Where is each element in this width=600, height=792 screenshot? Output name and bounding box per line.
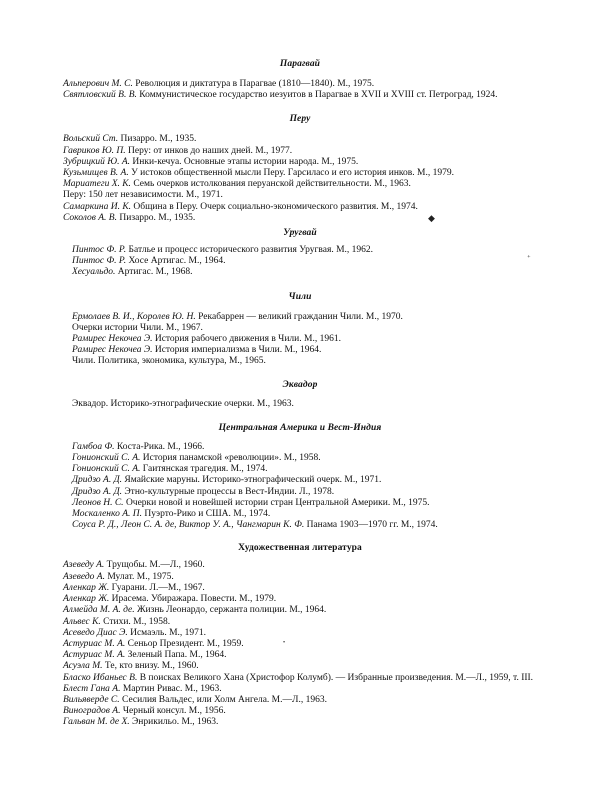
section-title-peru: Перу <box>289 114 311 125</box>
bib-entry: Альперович М. С. Революция и диктатура в Парагвае (1810—1840). М., 1975. <box>63 79 375 89</box>
bib-entry: Чили. Политика, экономика, культура, М., 1965. <box>72 356 266 367</box>
bib-entry: Астуриас М. А. Сеньор Президент. М., 1959. <box>63 638 244 649</box>
bib-entry: Хесуальдо. Артигас. М., 1968. <box>72 267 193 278</box>
section-title-fiction: Художественная литература <box>238 543 362 554</box>
bib-entry: Мариатеги Х. К. Семь очерков истолкования перуанской действительности. М., 1963. <box>63 179 411 190</box>
bib-entry: Гонионский С. А. История панамской «революции». М., 1958. <box>72 453 321 464</box>
bib-entry: Эквадор. Историко-этнографические очерки. М., 1963. <box>72 398 294 409</box>
bib-entry: Дридзо А. Д. Ямайские маруны. Историко-этнографический очерк. М., 1971. <box>72 475 382 486</box>
section-title-uruguay: Уругвай <box>283 228 317 239</box>
bib-entry: Вольский Ст. Пизарро. М., 1935. <box>63 134 197 145</box>
print-speck: ◆ <box>428 213 435 223</box>
bib-entry: Гальван М. де Х. Энрикильо. М., 1963. <box>63 717 219 728</box>
bib-entry: Азеведо А. Мулат. М., 1975. <box>63 571 174 582</box>
bib-entry: Бласко Ибаньес В. В поисках Великого Хана (Христофор Колумб). — Избранные произведения. М.—Л., 1959, т. III. <box>63 672 534 683</box>
bib-entry: Очерки истории Чили. М., 1967. <box>72 322 203 333</box>
bib-entry: Гамбоа Ф. Коста-Рика. М., 1966. <box>72 441 205 452</box>
bib-entry: Соколов А. В. Пизарро. М., 1935. <box>63 212 196 223</box>
bib-entry: Виноградов А. Черный консул. М., 1956. <box>63 706 226 717</box>
section-uruguay <box>0 245 600 279</box>
bib-entry: Дридзо А. Д. Этно-культурные процессы в Вест-Индии. Л., 1978. <box>72 486 335 497</box>
bib-entry: Асуэла М. Те, кто внизу. М., 1960. <box>63 661 199 672</box>
bib-entry: Самаркина И. К. Община в Перу. Очерк социально-экономического развития. М., 1974. <box>63 201 418 212</box>
bib-entry: Гонионский С. А. Гаитянская трагедия. М., 1974. <box>72 464 268 475</box>
bib-entry: Алмейда М. А. де. Жизнь Леонардо, сержанта полиции. М., 1964. <box>63 605 327 616</box>
bib-entry: Москаленко А. П. Пуэрто-Рико и США. М., 1974. <box>72 509 271 520</box>
bib-entry: Аленкар Ж. Гуарани. Л.—М., 1967. <box>63 582 205 593</box>
bib-entry: Асеведо Диас Э. Исмаэль. М., 1971. <box>63 627 207 638</box>
bib-entry: Святловский В. В. Коммунистическое государство иезуитов в Парагвае в XVII и XVIII ст. Петроград, 1924. <box>63 90 498 101</box>
bib-entry: Астуриас М. А. Зеленый Папа. М., 1964. <box>63 650 227 661</box>
bib-entry: Азеведу А. Трущобы. М.—Л., 1960. <box>63 560 205 571</box>
section-title-paraguay: Парагвай <box>279 59 321 69</box>
bib-entry: Вильяверде С. Сесилия Вальдес, или Холм Ангела. М.—Л., 1963. <box>63 694 327 705</box>
section-title-ecuador: Эквадор <box>282 379 318 390</box>
bib-entry: Гавриков Ю. П. Перу: от инков до наших дней. М., 1977. <box>63 145 293 156</box>
bib-entry: Перу: 150 лет независимости. М., 1971. <box>63 190 223 201</box>
bib-entry: Кузьмищев В. А. У истоков общественной мысли Перу. Гарсиласо и его история инков. М., 1979. <box>63 168 454 179</box>
bib-entry: Пинтос Ф. Р. Батлье и процесс исторического развития Уругвая. М., 1962. <box>72 245 374 256</box>
section-chile <box>0 312 600 368</box>
bib-entry: Леонов Н. С. Очерки новой и новейшей истории стран Центральной Америки. М., 1975. <box>72 497 430 508</box>
bib-entry: Ермолаев В. И., Королев Ю. Н. Рекабаррен — великий гражданин Чили. М., 1970. <box>72 311 403 322</box>
bib-entry: Рамирес Некочеа Э. История рабочего движения в Чили. М., 1961. <box>72 334 341 345</box>
section-paraguay <box>0 79 600 101</box>
bib-entry: Соуса Р. Д., Леон С. А. де, Виктор У. А., Чангмарин К. Ф. Панама 1903—1970 гг. М., 1974. <box>72 520 438 531</box>
bib-entry: Рамирес Некочеа Э. История империализма в Чили. М., 1964. <box>72 345 322 356</box>
bib-entry: Аленкар Ж. Ирасема. Убиражара. Повести. М., 1979. <box>63 594 277 605</box>
section-central-america <box>0 442 600 532</box>
section-title-central-america: Центральная Америка и Вест-Индия <box>218 422 382 433</box>
section-title-chile: Чили <box>288 291 312 302</box>
section-peru <box>0 134 600 224</box>
section-ecuador <box>0 399 600 410</box>
bib-entry: Пинтос Ф. Р. Хосе Артигас. М., 1964. <box>72 256 226 267</box>
bib-entry: Зубрицкий Ю. А. Инки-кечуа. Основные этапы истории народа. М., 1975. <box>63 156 359 167</box>
print-speck: • <box>283 640 286 646</box>
bib-entry: Альвес К. Стихи. М., 1958. <box>63 616 171 627</box>
section-fiction <box>0 560 600 728</box>
print-speck: ⁺ <box>527 254 531 262</box>
bib-entry: Блест Гана А. Мартин Ривас. М., 1963. <box>63 683 222 694</box>
